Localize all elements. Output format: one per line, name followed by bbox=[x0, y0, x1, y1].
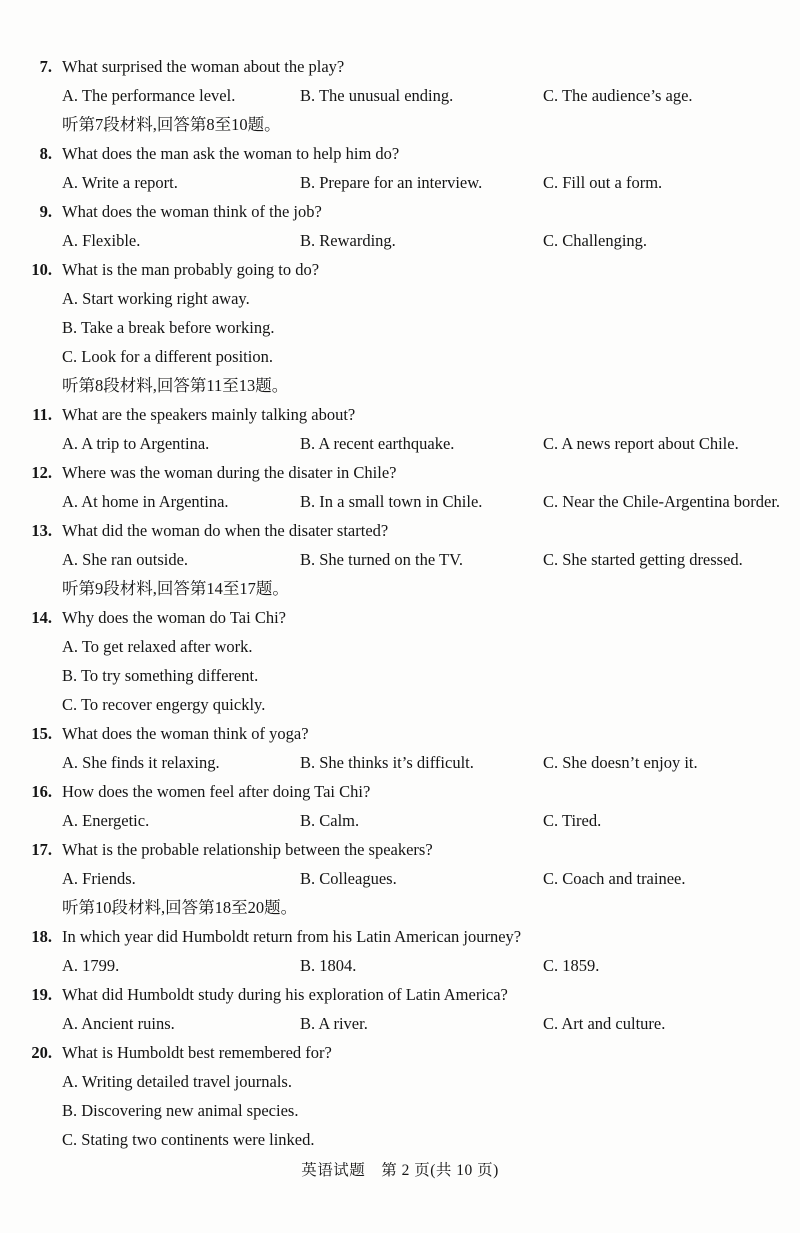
question-line bbox=[28, 777, 772, 806]
option: C. Look for a different position. bbox=[62, 347, 273, 366]
options bbox=[62, 1067, 772, 1154]
option: B. Colleagues. bbox=[300, 869, 397, 888]
question bbox=[28, 603, 772, 719]
question-number: 18. bbox=[31, 927, 52, 946]
question-line bbox=[28, 516, 772, 545]
question bbox=[28, 719, 772, 777]
question-number: 14. bbox=[31, 608, 52, 627]
question bbox=[28, 835, 772, 893]
option: B. Prepare for an interview. bbox=[300, 173, 483, 192]
section-instruction: 听第8段材料,回答第11至13题。 bbox=[62, 376, 289, 395]
options bbox=[62, 1009, 772, 1038]
page-footer: 英语试题 第 2 页(共 10 页) bbox=[301, 1162, 499, 1179]
options bbox=[62, 864, 772, 893]
question-text: How does the women feel after doing Tai Chi? bbox=[62, 782, 371, 801]
option: A. She finds it relaxing. bbox=[62, 753, 220, 772]
question bbox=[28, 777, 772, 835]
question-line bbox=[28, 922, 772, 951]
question-text: What is Humboldt best remembered for? bbox=[62, 1043, 332, 1062]
question-text: What does the woman think of the job? bbox=[62, 202, 322, 221]
option: C. Near the Chile-Argentina border. bbox=[543, 492, 781, 511]
question-text: What does the man ask the woman to help him do? bbox=[62, 144, 400, 163]
question-text: What are the speakers mainly talking about? bbox=[62, 405, 356, 424]
question-number: 7. bbox=[39, 57, 52, 76]
options bbox=[62, 487, 781, 516]
option: C. Fill out a form. bbox=[543, 173, 663, 192]
option: B. A river. bbox=[300, 1014, 368, 1033]
options bbox=[62, 226, 772, 255]
question-number: 19. bbox=[31, 985, 52, 1004]
option: C. Stating two continents were linked. bbox=[62, 1130, 315, 1149]
options bbox=[62, 545, 772, 574]
options bbox=[62, 951, 772, 980]
option: A. Flexible. bbox=[62, 231, 141, 250]
option: C. 1859. bbox=[543, 956, 600, 975]
question-line bbox=[28, 255, 772, 284]
question-line bbox=[28, 603, 772, 632]
question-text: What is the probable relationship between the speakers? bbox=[62, 840, 433, 859]
options bbox=[62, 632, 772, 719]
option: A. 1799. bbox=[62, 956, 120, 975]
option: B. Calm. bbox=[300, 811, 360, 830]
question-line bbox=[28, 719, 772, 748]
question-line bbox=[28, 1038, 772, 1067]
question-number: 8. bbox=[39, 144, 52, 163]
question-line bbox=[28, 835, 772, 864]
option: B. She thinks it’s difficult. bbox=[300, 753, 474, 772]
question-number: 9. bbox=[39, 202, 52, 221]
options bbox=[62, 81, 772, 110]
question-text: In which year did Humboldt return from his Latin American journey? bbox=[62, 927, 522, 946]
options bbox=[62, 806, 772, 835]
option: A. She ran outside. bbox=[62, 550, 189, 569]
question-text: What did the woman do when the disater started? bbox=[62, 521, 389, 540]
option: A. Writing detailed travel journals. bbox=[62, 1072, 292, 1091]
option: A. The performance level. bbox=[62, 86, 236, 105]
option: C. She doesn’t enjoy it. bbox=[543, 753, 698, 772]
question-text: Why does the woman do Tai Chi? bbox=[62, 608, 286, 627]
question bbox=[28, 980, 772, 1038]
question bbox=[28, 922, 772, 980]
section-instruction: 听第9段材料,回答第14至17题。 bbox=[62, 579, 289, 598]
question-list bbox=[28, 52, 781, 1154]
question-line bbox=[28, 197, 772, 226]
section-instruction: 听第7段材料,回答第8至10题。 bbox=[62, 115, 281, 134]
question bbox=[28, 255, 772, 371]
question bbox=[28, 400, 772, 458]
option: C. She started getting dressed. bbox=[543, 550, 743, 569]
question-number: 12. bbox=[31, 463, 52, 482]
section-instruction: 听第10段材料,回答第18至20题。 bbox=[62, 898, 298, 917]
question-number: 13. bbox=[31, 521, 52, 540]
question-line bbox=[28, 400, 772, 429]
question-line bbox=[28, 139, 772, 168]
question-text: What did Humboldt study during his exploration of Latin America? bbox=[62, 985, 508, 1004]
option: B. The unusual ending. bbox=[300, 86, 454, 105]
question-line bbox=[28, 980, 772, 1009]
question bbox=[28, 52, 772, 110]
option: B. A recent earthquake. bbox=[300, 434, 455, 453]
question bbox=[28, 1038, 772, 1154]
option: A. Friends. bbox=[62, 869, 136, 888]
option: C. Challenging. bbox=[543, 231, 648, 250]
option: A. Start working right away. bbox=[62, 289, 250, 308]
question-number: 15. bbox=[31, 724, 52, 743]
option: B. Take a break before working. bbox=[62, 318, 275, 337]
question-text: What is the man probably going to do? bbox=[62, 260, 320, 279]
option: C. Art and culture. bbox=[543, 1014, 666, 1033]
options bbox=[62, 429, 772, 458]
question bbox=[28, 516, 772, 574]
option: B. She turned on the TV. bbox=[300, 550, 464, 569]
question-text: What does the woman think of yoga? bbox=[62, 724, 309, 743]
question-line bbox=[28, 458, 772, 487]
option: A. Energetic. bbox=[62, 811, 150, 830]
option: B. Rewarding. bbox=[300, 231, 396, 250]
option: C. A news report about Chile. bbox=[543, 434, 739, 453]
option: A. Write a report. bbox=[62, 173, 178, 192]
question-number: 20. bbox=[31, 1043, 52, 1062]
question-line bbox=[28, 52, 772, 81]
option: A. At home in Argentina. bbox=[62, 492, 229, 511]
options bbox=[62, 168, 772, 197]
option: A. To get relaxed after work. bbox=[62, 637, 253, 656]
option: B. Discovering new animal species. bbox=[62, 1101, 299, 1120]
options bbox=[62, 284, 772, 371]
question-number: 11. bbox=[32, 405, 52, 424]
question bbox=[28, 458, 781, 516]
option: B. In a small town in Chile. bbox=[300, 492, 483, 511]
question bbox=[28, 139, 772, 197]
option: C. Tired. bbox=[543, 811, 602, 830]
question-text: What surprised the woman about the play? bbox=[62, 57, 345, 76]
option: C. The audience’s age. bbox=[543, 86, 693, 105]
option: A. Ancient ruins. bbox=[62, 1014, 175, 1033]
question bbox=[28, 197, 772, 255]
option: C. Coach and trainee. bbox=[543, 869, 686, 888]
option: A. A trip to Argentina. bbox=[62, 434, 210, 453]
question-number: 10. bbox=[31, 260, 52, 279]
question-number: 17. bbox=[31, 840, 52, 859]
option: C. To recover engergy quickly. bbox=[62, 695, 266, 714]
question-number: 16. bbox=[31, 782, 52, 801]
question-text: Where was the woman during the disater in Chile? bbox=[62, 463, 397, 482]
options bbox=[62, 748, 772, 777]
option: B. 1804. bbox=[300, 956, 357, 975]
option: B. To try something different. bbox=[62, 666, 259, 685]
